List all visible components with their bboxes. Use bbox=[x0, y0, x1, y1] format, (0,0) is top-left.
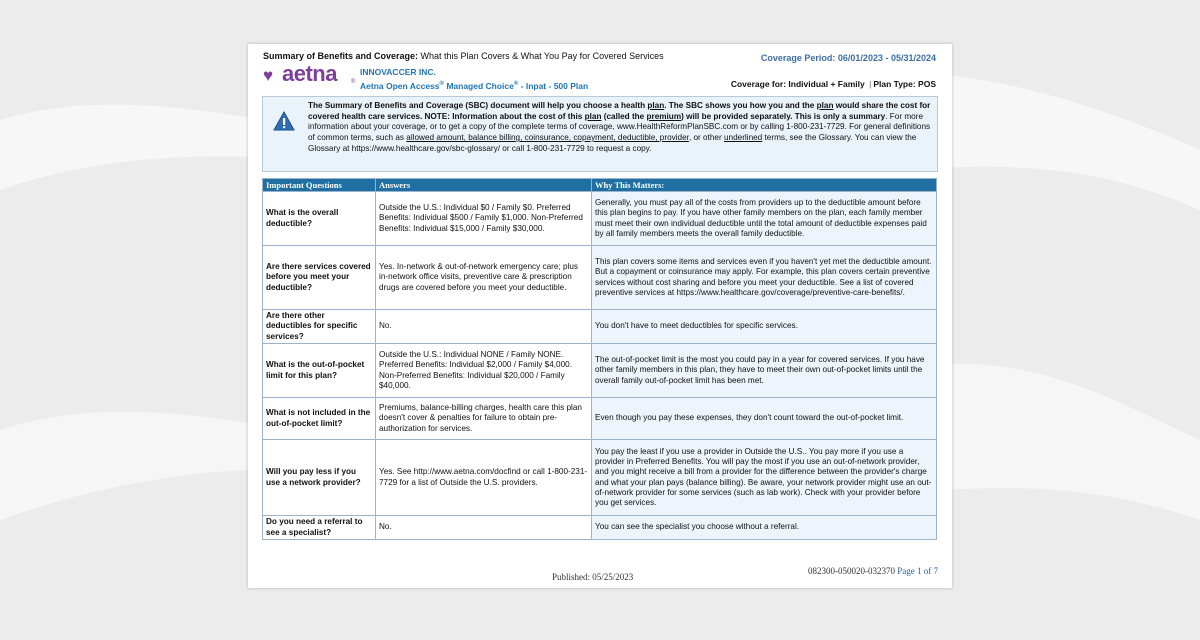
why-cell: You pay the least if you use a provider in Outside the U.S.. You pay more if you use a provider in Preferred Benefits. You will pay the most if you use an out-of-network provider, and you might receive a bill from a provider for the difference between the provider's charge and what your plan pays (balance billing). Be aware, your network provider might use an out-of-network provider for some services (such as lab work). Check with your provider before you get services. bbox=[592, 440, 937, 516]
coverage-for: Coverage for: Individual + Family | Plan Type: POS bbox=[730, 79, 936, 89]
notice-text: The Summary of Benefits and Coverage (SBC) document will help you choose a health plan. The SBC shows you how you and the plan would share the cost for covered health care services. NOTE: Information about the cost of this plan (called the premium) will be provided separately. This is only a summary. For more information about your coverage, or to get a copy of the complete terms of coverage, www.HealthReformPlanSBC.com or by calling 1-800-231-7729. For general definitions of common terms, such as allowed amount, balance billing, coinsurance, copayment, deductible, provider, or other underlined terms, see the Glossary. You can view the Glossary at https://www.healthcare.gov/sbc-glossary/ or call 1-800-231-7729 to request a copy. bbox=[308, 101, 931, 153]
page-number: Page 1 of 7 bbox=[897, 566, 938, 576]
coverage-period: Coverage Period: 06/01/2023 - 05/31/2024 bbox=[760, 53, 936, 63]
table-row bbox=[263, 310, 937, 344]
registered-mark: ® bbox=[351, 79, 356, 85]
why-cell: You can see the specialist you choose without a referral. bbox=[592, 516, 937, 540]
column-header: Answers bbox=[376, 179, 592, 192]
why-cell: You don't have to meet deductibles for specific services. bbox=[592, 310, 937, 344]
question-cell: What is not included in the out-of-pocket limit? bbox=[263, 398, 376, 440]
answer-cell: No. bbox=[376, 516, 592, 540]
question-cell: What is the overall deductible? bbox=[263, 192, 376, 246]
question-cell: Will you pay less if you use a network provider? bbox=[263, 440, 376, 516]
table-row bbox=[263, 344, 937, 398]
answer-cell: Yes. In-network & out-of-network emergency care; plus in-network office visits, preventive care & prescription drugs are covered before you meet your deductible. bbox=[376, 246, 592, 310]
sbc-document-page bbox=[248, 44, 952, 588]
document-id: 082300-050020-032370 Page 1 of 7 bbox=[808, 566, 938, 576]
question-cell: What is the out-of-pocket limit for this plan? bbox=[263, 344, 376, 398]
aetna-logo-text: aetna bbox=[282, 61, 337, 86]
column-header: Why This Matters: bbox=[592, 179, 937, 192]
heart-icon: ♥ bbox=[263, 66, 274, 85]
document-header bbox=[262, 50, 938, 64]
plan-name: Aetna Open Access® Managed Choice® - Inpat - 500 Plan bbox=[360, 81, 589, 91]
answer-cell: Outside the U.S.: Individual $0 / Family $0. Preferred Benefits: Individual $500 / Family $1,000. Non-Preferred Benefits: Individual $15,000 / Family $30,000. bbox=[376, 192, 592, 246]
table-row bbox=[263, 192, 937, 246]
table-row bbox=[263, 440, 937, 516]
answer-cell: No. bbox=[376, 310, 592, 344]
published-date: Published: 05/25/2023 bbox=[552, 572, 634, 582]
table-header-row bbox=[263, 179, 937, 192]
answer-cell: Outside the U.S.: Individual NONE / Family NONE. Preferred Benefits: Individual $2,000 / Family $4,000. Non-Preferred Benefits: Individual $20,000 / Family $40,000. bbox=[376, 344, 592, 398]
answer-cell: Premiums, balance-billing charges, health care this plan doesn't cover & penalties for failure to obtain pre-authorization for services. bbox=[376, 398, 592, 440]
sbc-title: Summary of Benefits and Coverage: What this Plan Covers & What You Pay for Covered Services bbox=[263, 51, 664, 61]
question-cell: Do you need a referral to see a specialist? bbox=[263, 516, 376, 540]
question-cell: Are there services covered before you meet your deductible? bbox=[263, 246, 376, 310]
table-row bbox=[263, 516, 937, 540]
aetna-logo bbox=[263, 61, 356, 89]
sbc-notice-box bbox=[262, 96, 938, 172]
answer-cell: Yes. See http://www.aetna.com/docfind or call 1-800-231-7729 for a list of Outside the U.S. providers. bbox=[376, 440, 592, 516]
why-cell: The out-of-pocket limit is the most you could pay in a year for covered services. If you have other family members in this plan, they have to meet their own out-of-pocket limits until the overall family out-of-pocket limit has been met. bbox=[592, 344, 937, 398]
warning-icon bbox=[273, 111, 295, 131]
question-cell: Are there other deductibles for specific services? bbox=[263, 310, 376, 344]
brand-row bbox=[262, 61, 938, 94]
table-row bbox=[263, 398, 937, 440]
why-cell: Generally, you must pay all of the costs from providers up to the deductible amount before this plan begins to pay. If you have other family members on the plan, each family member must meet their own individual deductible until the total amount of deductible expenses paid by all family members meets the overall family deductible. bbox=[592, 192, 937, 246]
why-cell: Even though you pay these expenses, they don't count toward the out-of-pocket limit. bbox=[592, 398, 937, 440]
why-cell: This plan covers some items and services even if you haven't yet met the deductible amount. But a copayment or coinsurance may apply. For example, this plan covers certain preventive services without cost sharing and before you meet your deductible. See a list of covered preventive services at https://www.healthcare.gov/coverage/preventive-care-benefits/. bbox=[592, 246, 937, 310]
table-row bbox=[263, 246, 937, 310]
company-name: INNOVACCER INC. bbox=[360, 67, 436, 77]
column-header: Important Questions bbox=[263, 179, 376, 192]
benefits-table bbox=[262, 178, 937, 540]
